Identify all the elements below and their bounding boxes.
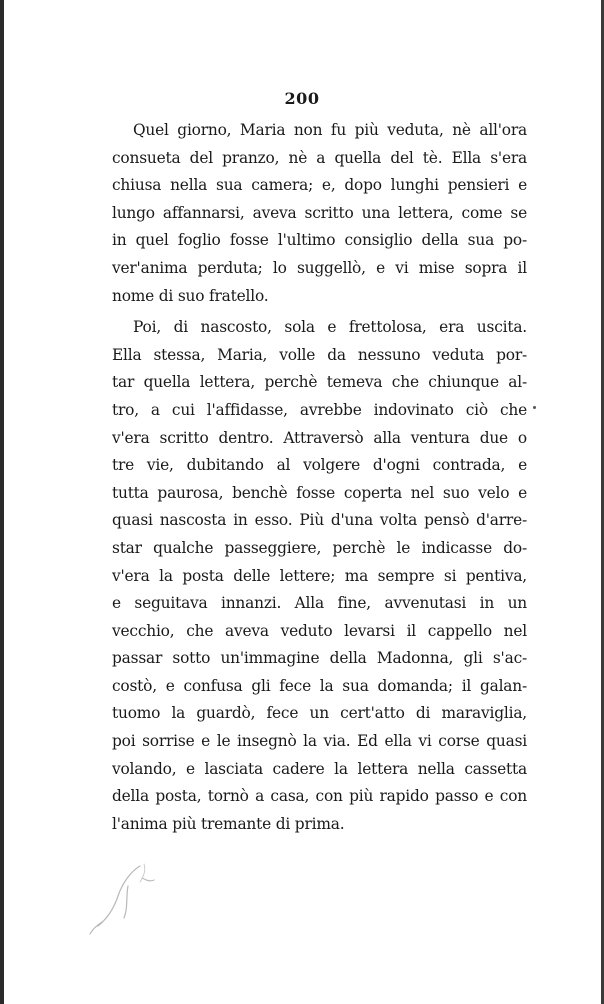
text-line: Quel giorno, Maria non fu più veduta, nè all'ora [133,121,527,139]
paragraph-1 [112,117,527,310]
page-edge-left [0,0,4,1004]
text-line: poi sorrise e le insegnò la via. Ed ella vi corse quasi [112,732,527,751]
paragraph-2 [112,314,527,838]
text-line: Poi, di nascosto, sola e frettolosa, era uscita. [133,318,527,337]
text-line: vecchio, che aveva veduto levarsi il cappello nel [112,621,527,640]
text-line: e seguitava innanzi. Alla fine, avvenutasi in un [112,594,527,613]
text-line: tutta paurosa, benchè fosse coperta nel suo velo e [112,483,527,502]
text-line: della posta, tornò a casa, con più rapido passo e con [112,787,527,806]
page-number: 200 [284,89,320,108]
pencil-scribble-mark [84,856,174,936]
text-line: quasi nascosta in esso. Più d'una volta pensò d'arre- [112,511,527,530]
text-line: passar sotto un'immagine della Madonna, gli s'ac- [112,649,527,668]
body-text [112,117,527,842]
text-line: lungo affannarsi, aveva scritto una lettera, come se [112,203,527,222]
text-line: tar quella lettera, perchè temeva che chiunque al- [112,373,527,392]
text-line: tro, a cui l'affidasse, avrebbe indovinato ciò che [112,400,527,419]
text-line: nome di suo fratello. [112,286,269,305]
text-line: in quel foglio fosse l'ultimo consiglio della sua po- [112,231,527,250]
text-line: star qualche passeggiere, perchè le indicasse do- [112,538,527,557]
text-line: volando, e lasciata cadere la lettera nella cassetta [112,759,527,778]
text-line: chiusa nella sua camera; e, dopo lunghi pensieri e [112,176,527,195]
text-line: l'anima più tremante di prima. [112,814,345,833]
text-line: v'era scritto dentro. Attraversò alla ventura due o [112,428,527,447]
stray-ink-dot [533,406,536,409]
text-line: tre vie, dubitando al volgere d'ogni contrada, e [112,456,527,475]
text-line: ver'anima perduta; lo suggellò, e vi mise sopra il [112,258,527,277]
text-line: consueta del pranzo, nè a quella del tè. Ella s'era [112,148,527,167]
text-line: tuomo la guardò, fece un cert'atto di maraviglia, [112,704,527,723]
text-line: Ella stessa, Maria, volle da nessuno veduta por- [112,345,527,364]
text-line: costò, e confusa gli fece la sua domanda; il galan- [112,676,527,695]
text-line: v'era la posta delle lettere; ma sempre si pentiva, [112,566,527,585]
